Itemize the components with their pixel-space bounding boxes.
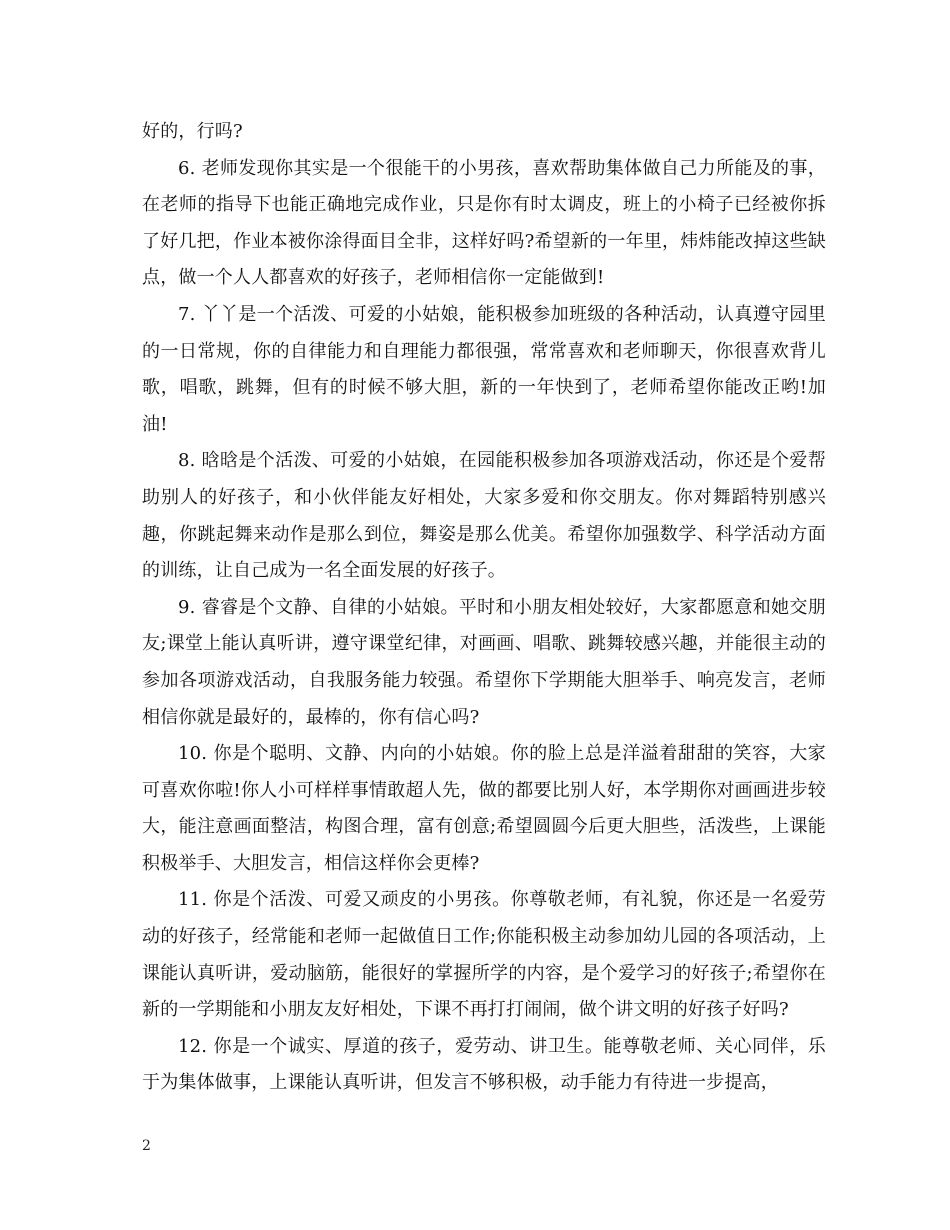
document-body [142, 114, 826, 1102]
paragraph-item-8: 8. 晗晗是个活泼、可爱的小姑娘，在园能积极参加各项游戏活动，你还是个爱帮助别人的好孩子，和小伙伴能友好相处，大家多爱和你交朋友。你对舞蹈特别感兴趣，你跳起舞来动作是那么到位，舞姿是那么优美。希望你加强数学、科学活动方面的训练，让自己成为一名全面发展的好孩子。 [142, 450, 826, 582]
paragraph-item-12: 12. 你是一个诚实、厚道的孩子，爱劳动、讲卫生。能尊敬老师、关心同伴，乐于为集体做事，上课能认真听讲，但发言不够积极，动手能力有待进一步提高， [142, 1035, 826, 1094]
paragraph-item-7: 7. 丫丫是一个活泼、可爱的小姑娘，能积极参加班级的各种活动，认真遵守园里的一日常规，你的自律能力和自理能力都很强，常常喜欢和老师聊天，你很喜欢背儿歌，唱歌，跳舞，但有的时候不够大胆，新的一年快到了，老师希望你能改正哟!加油! [142, 303, 826, 435]
paragraph-item-9: 9. 睿睿是个文静、自律的小姑娘。平时和小朋友相处较好，大家都愿意和她交朋友;课堂上能认真听讲，遵守课堂纪律，对画画、唱歌、跳舞较感兴趣，并能很主动的参加各项游戏活动，自我服务能力较强。希望你下学期能大胆举手、响亮发言，老师相信你就是最好的，最棒的，你有信心吗? [142, 596, 826, 728]
page-number: 2 [142, 1138, 151, 1154]
paragraph-item-11: 11. 你是个活泼、可爱又顽皮的小男孩。你尊敬老师，有礼貌，你还是一名爱劳动的好孩子，经常能和老师一起做值日工作;你能积极主动参加幼儿园的各项活动，上课能认真听讲，爱动脑筋，能很好的掌握所学的内容，是个爱学习的好孩子;希望你在新的一学期能和小朋友友好相处，下课不再打打闹闹，做个讲文明的好孩子好吗? [142, 889, 826, 1021]
paragraph-item-6: 6. 老师发现你其实是一个很能干的小男孩，喜欢帮助集体做自己力所能及的事，在老师的指导下也能正确地完成作业，只是你有时太调皮，班上的小椅子已经被你拆了好几把，作业本被你涂得面目全非，这样好吗?希望新的一年里，炜炜能改掉这些缺点，做一个人人都喜欢的好孩子，老师相信你一定能做到! [142, 157, 826, 289]
paragraph-continuation: 好的，行吗? [142, 121, 243, 142]
paragraph-item-10: 10. 你是个聪明、文静、内向的小姑娘。你的脸上总是洋溢着甜甜的笑容，大家可喜欢你啦!你人小可样样事情敢超人先，做的都要比别人好，本学期你对画画进步较大，能注意画面整洁，构图合理，富有创意;希望圆圆今后更大胆些，活泼些，上课能积极举手、大胆发言，相信这样你会更棒? [142, 743, 826, 874]
